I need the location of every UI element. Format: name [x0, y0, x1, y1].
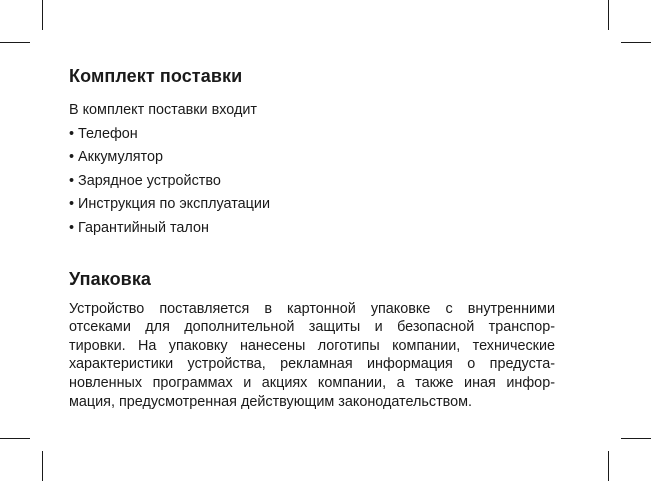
packaging-line: Устройство поставляется в картонной упаковке с внутренними	[69, 300, 555, 317]
delivery-items-list	[69, 123, 555, 241]
document-content	[69, 64, 555, 411]
crop-mark-top-right-vertical	[608, 0, 609, 30]
packaging-line: тировки. На упаковку нанесены логотипы компании, технические	[69, 337, 555, 354]
packaging-line: отсеками для дополнительной защиты и безопасной транспор-	[69, 319, 555, 336]
packaging-line: мация, предусмотренная действующим законодательством.	[69, 393, 473, 410]
crop-mark-top-left-horizontal	[0, 42, 30, 43]
packaging-section-title: Упаковка	[69, 268, 152, 289]
delivery-item: • Телефон	[69, 123, 555, 147]
packaging-line: характеристики устройства, рекламная информация о предуста-	[69, 356, 555, 373]
crop-mark-top-right-horizontal	[621, 42, 651, 43]
crop-mark-bottom-left-vertical	[42, 451, 43, 481]
delivery-item: • Аккумулятор	[69, 146, 555, 170]
crop-mark-bottom-left-horizontal	[0, 438, 30, 439]
crop-mark-top-left-vertical	[42, 0, 43, 30]
delivery-item: • Зарядное устройство	[69, 170, 555, 194]
delivery-intro: В комплект поставки входит	[69, 102, 257, 118]
crop-mark-bottom-right-vertical	[608, 451, 609, 481]
delivery-section-title: Комплект поставки	[69, 66, 243, 86]
packaging-line: новленных программах и акциях компании, а также иная инфор-	[69, 374, 555, 391]
delivery-item: • Гарантийный талон	[69, 217, 555, 241]
packaging-paragraph	[69, 300, 555, 412]
crop-mark-bottom-right-horizontal	[621, 438, 651, 439]
delivery-item: • Инструкция по эксплуатации	[69, 193, 555, 217]
